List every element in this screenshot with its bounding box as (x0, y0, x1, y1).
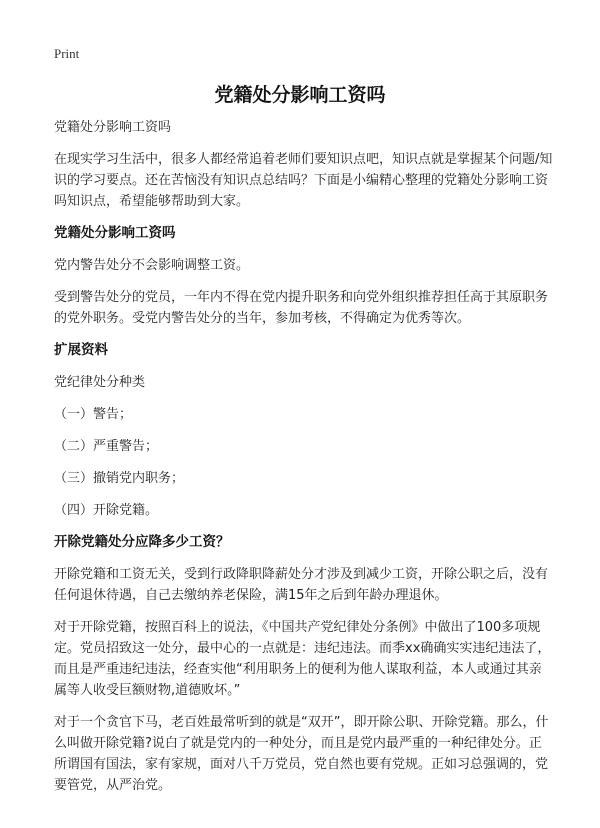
paragraph-warning-no-impact: 党内警告处分不会影响调整工资。 (54, 258, 250, 273)
list-item: （三）撤销党内职务； (54, 471, 185, 486)
paragraph-discipline-types: 党纪律处分种类 (54, 375, 146, 390)
paragraph-warning-consequences: 受到警告处分的党员，一年内不得在党内提升职务和向党外组织推荐担任高于其原职务的党外职务。受党内警告处分的当年，参加考核，不得确定为优秀等次。 (54, 290, 549, 326)
print-link[interactable]: Print (54, 46, 80, 61)
paragraph-double-expulsion: 对于一个贪官下马，老百姓最常听到的就是“双开”，即开除公职、开除党籍。那么，什么叫做开除党籍?说白了就是党内的一种处分，而且是党内最严重的一种纪律处分。正所谓国有国法，家有家规，面对八千万党员，党自然也要有党规。正如习总强调的，党要管党，从严治党。 (54, 715, 549, 793)
list-item: （四）开除党籍。 (54, 503, 159, 518)
article-body (54, 117, 554, 807)
page-title: 党籍处分影响工资吗 (214, 84, 386, 106)
paragraph-expulsion-salary: 开除党籍和工资无关，受到行政降职降薪处分才涉及到减少工资，开除公职之后，没有任何退休待遇，自己去缴纳养老保险，满15年之后到年龄办理退休。 (54, 567, 549, 603)
paragraph-expulsion-regulations: 对于开除党籍，按照百科上的说法，《中国共产党纪律处分条例》中做出了100多项规定。党员招致这一处分，最中心的一点就是：违纪违法。而季xx确确实实违纪违法了，而且是严重违纪违法，经查实他“利用职务上的便利为他人谋取利益，本人或通过其亲属等人收受巨额财物,道德败坏。” (54, 620, 551, 698)
paragraph-intro: 在现实学习生活中，很多人都经常追着老师们要知识点吧，知识点就是掌握某个问题/知识的学习要点。还在苦恼没有知识点总结吗？下面是小编精心整理的党籍处分影响工资吗知识点，希望能够帮助到大家。 (54, 152, 553, 209)
list-item: （一）警告； (54, 407, 133, 422)
section-heading-extended: 扩展资料 (54, 342, 108, 358)
section-heading-salary-impact: 党籍处分影响工资吗 (54, 225, 176, 241)
section-heading-expulsion-salary: 开除党籍处分应降多少工资？ (54, 534, 230, 550)
paragraph-intro-title: 党籍处分影响工资吗 (54, 120, 172, 135)
list-item: （二）严重警告； (54, 439, 159, 454)
